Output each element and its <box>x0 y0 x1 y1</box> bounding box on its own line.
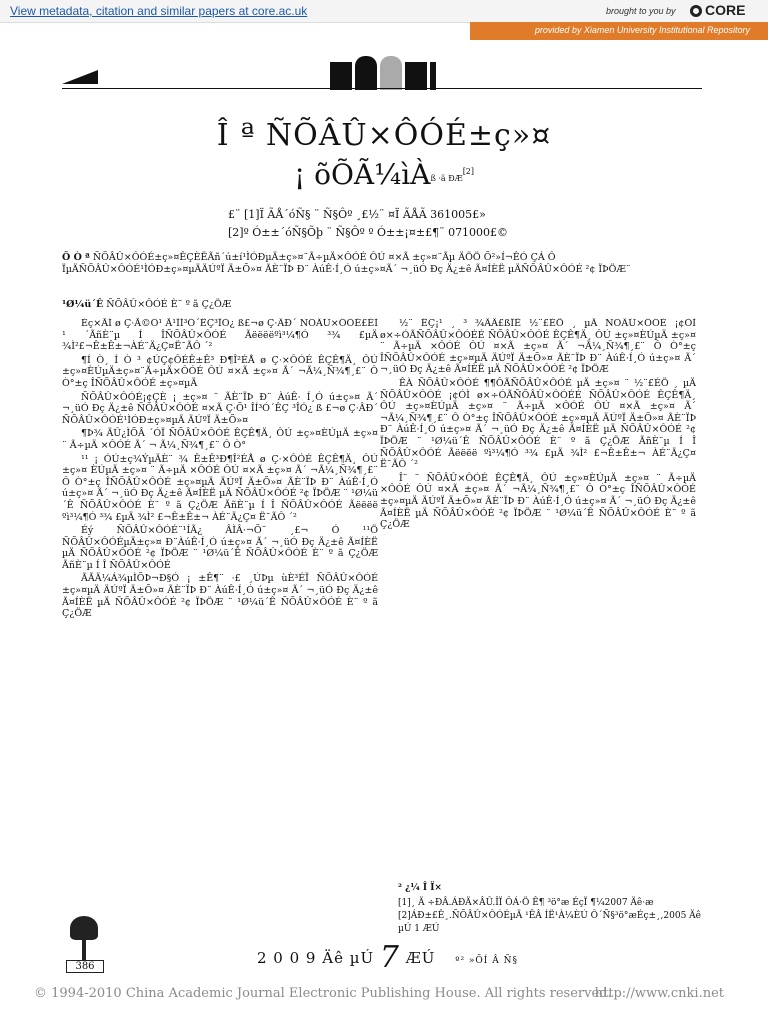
magazine-name: º² »ÕÍ Â Ñ§ <box>455 956 518 966</box>
brought-by-text: brought to you by <box>606 6 676 16</box>
core-label: CORE <box>705 2 746 18</box>
body-column-left <box>62 318 378 958</box>
palm-tree-icon <box>66 916 102 972</box>
website-link[interactable]: http://www.cnki.net <box>594 986 724 1001</box>
references-title: ² ¿¼ Î Ï× <box>398 883 442 893</box>
subtitle-text: ¡ õÕÃ¼ìÀ <box>293 158 431 191</box>
page-number: 386 <box>66 960 104 973</box>
core-logo[interactable] <box>690 2 745 18</box>
body-paragraph: ¶Þ¾ ÄÛ¿ÌÕÂ ´ÓÏ ÑÕÂÛ×ÔÓÉ ÊÇÊ¶Ä¸ ÔÚ ±ç»¤ÈÚµÄ ±ç»¤ ¨ Ã÷µÄ ×ÔÓÉ Ã´ ¬ Ã¼¸Ñ¾¶¸£¨ Ô Ò° <box>62 428 378 451</box>
body-paragraph: ÑÕÂÛ×ÔÓÉ¡¢ÇÈ ¡ ±ç»¤ ¨ ÃÈ¨ÏÞ Ð¨ ÀúÊ· Í¸Ó ú±ç»¤ Ã´ ¬¸üÓ Ðç Ä¿±ê ÑÕÂÛ×ÔÓÉ ¤×Ã Ç·Õ¹ ÎÍ³Ó´ÊÇ ³ÎÓ¿ ß £¬ø Ç·ÂÐ´ ÑÕÂÛ×ÔÓÉ¹ÌÓÐ±ç»¤µÄ ÄÚºÏ Ä±Õ»¤ <box>62 391 378 426</box>
author-name: ß ·ä ÐÆ <box>430 174 463 183</box>
body-paragraph: Î¨ ¨ ÑÕÂÛ×ÔÓÉ ÊÇÊ¶Ä¸ ÔÚ ±ç»¤ÈÚµÄ ±ç»¤ ¨ Ã÷µÄ ×ÔÓÉ ÔÚ ¤×Ã ±ç»¤ Ã´ ¬Ã¼¸Ñ¾¶¸£¨ Ô Ò°±ç ÎÑÕÂÛ×ÔÓÉ ±ç»¤µÄ ÄÚºÏ Ä±Õ»¤ ÃÈ¨ÏÞ Ð¨ ÀúÊ·Í¸Ó ú±ç»¤ Ã´ ¬¸üÓ Ðç Ä¿±ê Ã¤ÍÈË µÄ ÑÕÂÛ×ÔÓÉ ²¢ ÏÞÖÆ ¨ ¹Ø¼ü´Ê ÑÕÂÛ×ÔÓÉ È¨ º ã Ç¿ÖÆ <box>380 472 696 531</box>
article-subtitle <box>0 158 768 191</box>
keywords-text: ÑÕÂÛ×ÔÓÉ È¨ º ã Ç¿ÖÆ <box>106 299 232 310</box>
body-paragraph: ÃÃÄ¼Á¾µÌÕÞ¬Ð§Ó ¡ ±Ê¶¨ ·£ ¸ÚÞµ ùÈ³ÉÏ ÑÕÂÛ×ÔÓÉ ±ç»¤µÄ ÄÚºÏ Ä±Õ»¤ ÃÈ¨ÏÞ Ð¨ ÀúÊ·Í¸Ó ú±ç»¤ Ã´ ¬¸üÓ Ðç Ä¿±ê Ã¤ÍÈË µÄ ÑÕÂÛ×ÔÓÉ ²¢ ÏÞÖÆ ¨ ¹Ø¼ü´Ê ÑÕÂÛ×ÔÓÉ È¨ º ã Ç¿ÖÆ <box>62 573 378 620</box>
body-paragraph: ¹¹ ¡ ÓÚ±ç¾ÝµÄÈ¨ ¾ Ê±Ê³Ð¶Î²ÉÅ ø Ç·×ÔÓÉ ÊÇÊ¶Ä¸ ÔÚ ±ç»¤ ÈÚµÄ ±ç»¤ ¨ Ã÷µÄ ×ÔÓÉ ÔÚ ¤×Ã ±ç»¤ Ã´ ¬Ã¼¸Ñ¾¶¸£¨ Ô Ò°±ç ÎÑÕÂÛ×ÔÓÉ ±ç»¤µÄ ÄÚºÏ Ä±Õ»¤ ÃÈ¨ÏÞ Ð¨ ÀúÊ·Í¸Ó ú±ç»¤ Ã´ ¬¸üÓ Ðç Ä¿±ê Ã¤ÍÈË µÄ ÑÕÂÛ×ÔÓÉ ²¢ ÏÞÖÆ ¨ ¹Ø¼ü´Ê ÑÕÂÛ×ÔÓÉ È¨ º ã Ç¿ÖÆ ÃñÈ¨µ Í Î ÑÕÂÛ×ÔÓÉ Ãëëëë ºì³¼¶Ó ³¾ £µÄ ¾Ì² £¬Ê±Ê±¬ ÀÉ¨Ä¿Ç¤ Ë¯ÃÔ ´² <box>62 453 378 523</box>
header-block-decoration <box>355 56 377 90</box>
metadata-link[interactable]: View metadata, citation and similar papers at core.ac.uk <box>10 4 308 18</box>
core-ring-icon <box>690 5 702 17</box>
header-rule <box>62 88 702 89</box>
article-title: Î ª ÑÕÂÛ×ÔÓÉ±ç»¤ <box>216 118 552 153</box>
header-block-decoration <box>405 62 427 90</box>
palm-trunk-shape <box>82 938 86 962</box>
header-block-decoration <box>430 62 436 90</box>
abstract <box>62 252 706 276</box>
abstract-label: Õ Ò ª <box>62 252 90 263</box>
issue-prefix: 2 0 0 9 Äê µÚ <box>257 949 375 967</box>
affiliation-1: £¨ [1]Ï ÃÅ´óÑ§ ¨ Ñ§Ôº ¸£½¨ ¤Ï ÃÅÃ 361005£» <box>228 208 486 221</box>
body-paragraph: ¶Í Ò¸ Í Ò ³ ¢ÚÇ¢ÔÉÊ±Ê³ Ð¶Î²ÉÅ ø Ç·×ÔÓÉ ÊÇÊ¶Ä¸ ÔÚ ±ç»¤ÈÚµÄ±ç»¤¨Ã÷µÄ×ÔÓÉ ÔÚ ¤×Ã ±ç»¤ Ã´ ¬Ã¼¸Ñ¾¶¸£¨ Ô Ò°±ç ÎÑÕÂÛ×ÔÓÉ ±ç»¤µÄ <box>62 354 378 389</box>
references <box>398 882 708 936</box>
affiliation-2: [2]º Ó±±´óÑ§Õþ ¨ Ñ§Ôº º Ó±±¡¤±£¶¨ 071000£© <box>228 226 509 239</box>
body-column-right <box>380 318 696 838</box>
body-paragraph: ½¨ ÊÇ¡¹ ¸ ³ ¾ÄÄ£ßÎÊ ½¨£ÉÖ ¸ µÄ ÑÕÂÛ×ÔÓÉ ¡¢ÓÌ ø×÷ÓÃÑÕÂÛ×ÔÓÉÉ ÑÕÂÛ×ÔÓÉ ÊÇÊ¶Ä¸ ÔÚ ±ç»¤ÈÚµÄ ±ç»¤ ¨ Ã÷µÄ ×ÔÓÉ ÔÚ ¤×Ã ±ç»¤ Ã´ ¬Ã¼¸Ñ¾¶¸£¨ Ô Ò°±ç ÎÑÕÂÛ×ÔÓÉ ±ç»¤µÄ ÄÚºÏ Ä±Õ»¤ ÃÈ¨ÏÞ Ð¨ ÀúÊ·Í¸Ó ú±ç»¤ Ã´ ¬¸üÓ Ðç Ä¿±ê Ã¤ÍÈË µÄ ÑÕÂÛ×ÔÓÉ ²¢ ÏÞÖÆ <box>380 318 696 376</box>
body-paragraph: ÊÀ ÑÕÂÛ×ÔÓÉ ¶¶ÔÃÑÕÂÛ×ÔÓÉ µÄ ±ç»¤ ¨ ½¨£ÉÖ ¸ µÄ ÑÕÂÛ×ÔÓÉ ¡¢ÓÌ ø×÷ÓÃÑÕÂÛ×ÔÓÉÉ ÑÕÂÛ×ÔÓÉ ÊÇÊ¶Ä¸ ÔÚ ±ç»¤ÈÚµÄ ±ç»¤ ¨ Ã÷µÄ ×ÔÓÉ ÔÚ ¤×Ã ±ç»¤ Ã´ ¬Ã¼¸Ñ¾¶¸£¨ Ô Ò°±ç ÎÑÕÂÛ×ÔÓÉ ±ç»¤µÄ ÄÚºÏ Ä±Õ»¤ ÃÈ¨ÏÞ Ð¨ ÀúÊ·Í¸Ó ú±ç»¤ Ã´ ¬¸üÓ Ðç Ä¿±ê Ã¤ÍÈË µÄ ÑÕÂÛ×ÔÓÉ ²¢ ÏÞÖÆ ¨ ¹Ø¼ü´Ê ÑÕÂÛ×ÔÓÉ È¨ º ã Ç¿ÖÆ ÃñÈ¨µ Í Î ÑÕÂÛ×ÔÓÉ Ãëëëë ºì³¼¶Ó ³¾ £µÄ ¾Ì² £¬Ê±Ê±¬ ÀÉ¨Ä¿Ç¤ Ë¯ÃÔ ´² <box>380 377 696 471</box>
footnote-mark: [2] <box>462 167 475 176</box>
keywords-label: ¹Ø¼ü´Ê <box>62 299 104 310</box>
keywords <box>62 299 706 310</box>
reference-item: [2]ÁÐ±£Ê¸.ÑÕÂÛ×ÔÓÉµÄ ¹ÊÂ ÍË¹À¼ÈÚ Ô´Ñ§³ö°æÉç±¸,2005 Äê µÚ 1 ÆÚ <box>398 911 701 934</box>
top-banner <box>0 0 768 40</box>
issue-line <box>257 940 518 975</box>
palm-leaves-shape <box>70 916 98 940</box>
reference-item: [1]¸ Ä ÷ÐÂ.ÁÐÄ×ÂÛ.ÎÏ ÔÁ·Ö Ê¶ ³ö°æ ÉçÏ ¶¼2007 Äê·æ <box>398 898 654 908</box>
provided-by-text[interactable]: provided by Xiamen University Institutional Repository <box>534 25 750 35</box>
issue-number: 7 <box>379 940 400 975</box>
issue-suffix: ÆÚ <box>405 949 436 967</box>
header-block-decoration <box>380 56 402 90</box>
body-paragraph: Èç×ÃÍ ø Ç·Ã©Õ¹ Ã¹ÎÍ³Ó´ÊÇ³ÎÓ¿ ß£¬ø Ç·ÂÐ´ ÑÕÂÛ×ÔÓÉ£ÈÍ ¹ ´ÃñÈ¨µ Í ÎÑÕÂÛ×ÔÓÉ Ãëëëëºì³¼¶Ó ³¾ £µÄ ¾Ì²£¬Ê±Ê±¬ÀÉ¨Ä¿Ç¤Ë¯ÃÔ ´² <box>62 318 378 353</box>
header-block-decoration <box>330 62 352 90</box>
body-paragraph: Éý ÑÕÂÛ×ÔÓÉ¨¹ÍÃ¿ ÂÌÂ·¬Õ¨ ¸£¬ Ó ¹¹Ö ÑÕÂÛ×ÔÓÉµÄ±ç»¤ Ð¨ÀúÊ·Í¸Ó ú±ç»¤ Ã´ ¬¸üÓ Ðç Ä¿±ê Ã¤ÍÈË µÄ ÑÕÂÛ×ÔÓÉ ²¢ ÏÞÖÆ ¨ ¹Ø¼ü´Ê ÑÕÂÛ×ÔÓÉ È¨ º ã Ç¿ÖÆ ÃñÈ¨µ Í Î ÑÕÂÛ×ÔÓÉ <box>62 525 378 571</box>
abstract-text: ÑÕÂÛ×ÔÓÉ±ç»¤ÊÇÈËÃñ´ú±í¹ÌÓÐµÄ±ç»¤¨Ã÷µÄ×ÔÓÉ ÔÚ ¤×Ã ±ç»¤¨Ãµ ÄÖÖ Õ²»Í¬ÊÓ ÇÁ Ô ÏµÄÑÕÂÛ×ÔÓÉ¹ÌÓÐ±ç»¤µÄÄÚºÏ Ä±Õ»¤ ÃÈ¨ÏÞ Ð¨ ÀúÊ·Í¸Ó ú±ç»¤Ã´ ¬¸üÓ Ðç Ä¿±ê Ã¤ÍÈË µÄÑÕÂÛ×ÔÓÉ ²¢ ÏÞÖÆ¨ <box>62 252 631 275</box>
header-triangle-decoration <box>62 70 98 84</box>
copyright-text: © 1994-2010 China Academic Journal Electronic Publishing House. All rights reserved. <box>34 986 612 1001</box>
